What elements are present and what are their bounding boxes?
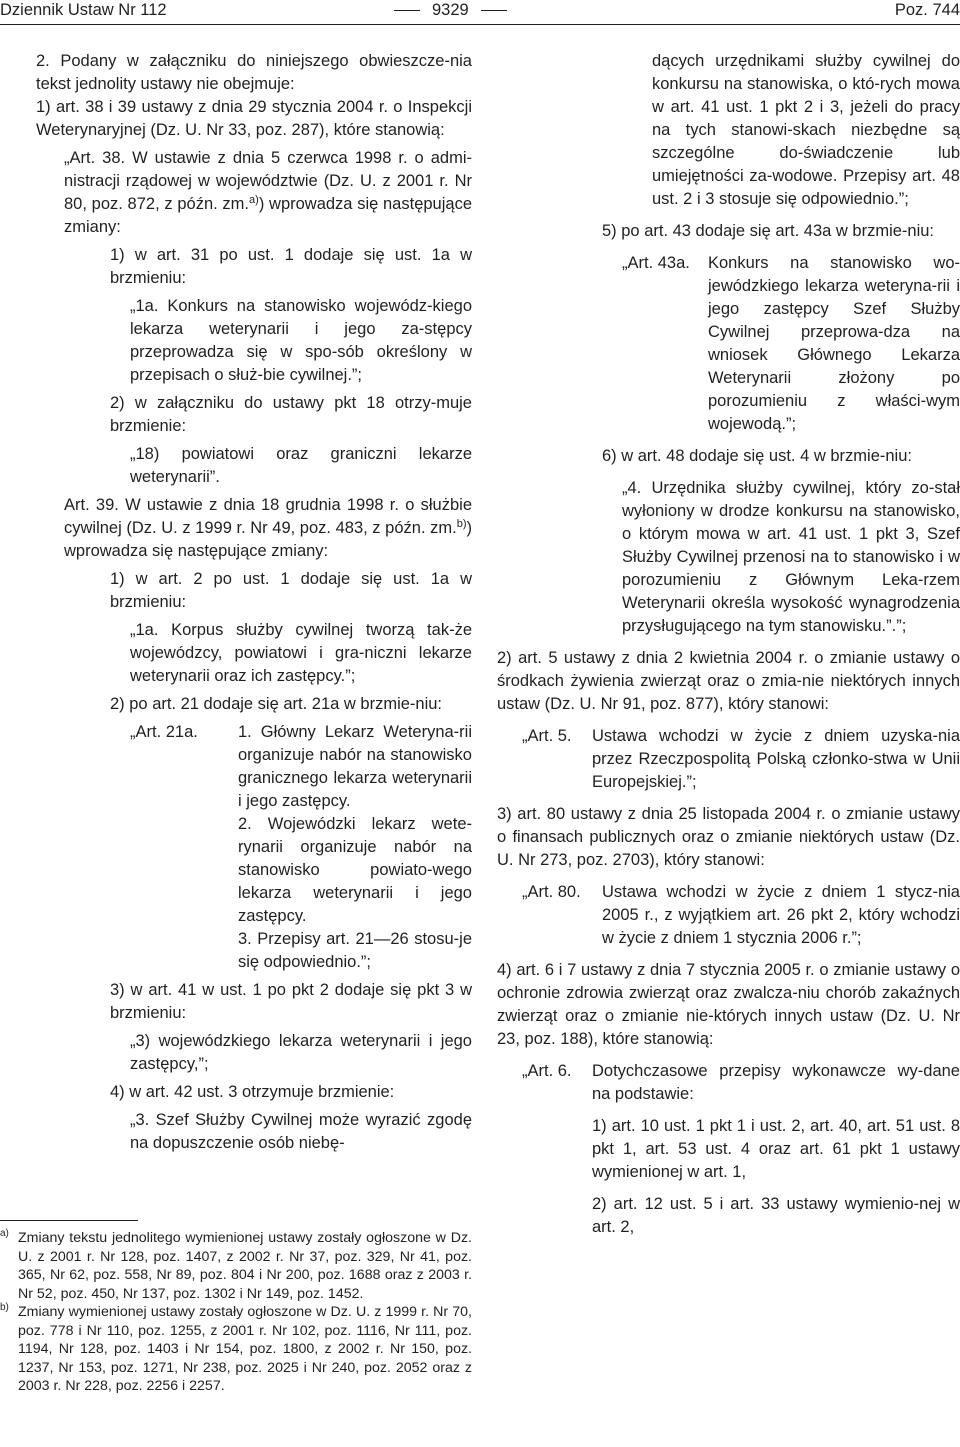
footnote-ref-b: b) — [456, 518, 467, 530]
art-21a-label: „Art. 21a. — [130, 723, 198, 741]
footnote-a — [0, 1229, 472, 1303]
page-header — [0, 0, 960, 22]
art-80-block — [497, 881, 960, 950]
footnotes — [0, 1220, 472, 1396]
paragraph-2-intro: 2. Podany w załączniku do niniejszego obwieszcze-nia tekst jednolity ustawy nie obejmuje: — [36, 52, 472, 93]
art-39-point-5: 5) po art. 43 dodaje się art. 43a w brzmie-niu: — [602, 222, 935, 240]
art-43a-text: Konkurs na stanowisko wo-jewódzkiego lekarza weteryna-rii i jego zastępcy Szef Służby Cywilnej przeprowa-dza na wniosek Głównego Lekarza Weterynarii złożony po porozumieniu z właści-wym wojewodą.”; — [708, 254, 960, 433]
footnote-a-mark: a) — [0, 1228, 9, 1239]
footnote-b — [0, 1303, 472, 1396]
header-rule — [0, 24, 960, 25]
item-1-intro: 1) art. 38 i 39 ustawy z dnia 29 stycznia 2004 r. o Inspekcji Weterynaryjnej (Dz. U. Nr 33, poz. 287), które stanowią: — [36, 98, 472, 139]
art-21a-block — [0, 721, 472, 974]
art-6-point-2: 2) art. 12 ust. 5 i art. 33 ustawy wymienio-nej w art. 2, — [592, 1195, 960, 1236]
art-80-text: Ustawa wchodzi w życie z dniem 1 stycz-nia 2005 r., z wyjątkiem art. 26 pkt 2, który wchodzi w życie z dniem 1 stycznia 2006 r.”; — [602, 883, 960, 947]
art-39-text-a: Art. 39. W ustawie z dnia 18 grudnia 1998 r. o służbie cywilnej (Dz. U. z 1999 r. Nr 49, poz. 483, z późn. zm. — [64, 496, 472, 537]
art-43a-block — [497, 252, 960, 436]
art-21a-par-3: 3. Przepisy art. 21—26 stosu-je się odpowiednio.”; — [238, 930, 472, 971]
journal-title: Dziennik Ustaw Nr 112 — [0, 1, 167, 19]
art-39-text-b: ) wprowadza się następujące zmiany: — [64, 519, 472, 560]
art-38-point-1: 1) w art. 31 po ust. 1 dodaje się ust. 1a w brzmieniu: — [110, 246, 472, 287]
art-6-text: Dotychczasowe przepisy wykonawcze wy-dane na podstawie: — [592, 1062, 960, 1103]
right-column — [497, 50, 960, 1239]
footnote-ref-a: a) — [249, 194, 259, 206]
art-21a-par-2: 2. Wojewódzki lekarz wete-rynarii organizuje nabór na stanowisko powiato-wego lekarza weterynarii i jego zastępcy. — [238, 815, 472, 925]
art-39-point-4-quote: „3. Szef Służby Cywilnej może wyrazić zgodę na dopuszczenie osób niebę- — [130, 1111, 472, 1152]
art-39-point-6: 6) w art. 48 dodaje się ust. 4 w brzmie-niu: — [602, 447, 912, 465]
footnote-b-mark: b) — [0, 1302, 9, 1313]
art-6-block — [497, 1060, 960, 1106]
art-39-point-6-quote: „4. Urzędnika służby cywilnej, który zo-stał wyłoniony w drodze konkursu na stanowisko, o którym mowa w art. 41 ust. 1 pkt 3, Szef Służby Cywilnej przenosi na to stanowisko i w porozumieniu z Głównym Leka-rzem Weterynarii określa wysokość wynagrodzenia przysługującego na tym stanowisku.”.”; — [622, 479, 960, 635]
art-39-point-4-quote-cont: dących urzędnikami służby cywilnej do konkursu na stanowiska, o któ-rych mowa w art. 41 ust. 1 pkt 2 i 3, jeżeli do pracy na tych stanowi-skach niezbędne są szczególne do-świadczenie lub umiejętności za-wodowe. Przepisy art. 48 ust. 2 i 3 stosuje się odpowiednio.”; — [652, 52, 960, 208]
art-39-point-1-quote: „1a. Korpus służby cywilnej tworzą tak-że wojewódzcy, powiatowi i gra-niczni lekarze weterynarii oraz ich zastępcy.”; — [130, 621, 472, 685]
art-43a-label: „Art. 43a. — [622, 254, 690, 272]
art-38-text-b: ) wprowadza się następujące zmiany: — [64, 195, 472, 236]
art-38-point-2-quote: „18) powiatowi oraz graniczni lekarze weterynarii”. — [130, 445, 472, 486]
art-38-point-2: 2) w załączniku do ustawy pkt 18 otrzy-muje brzmienie: — [110, 394, 472, 435]
footnote-rule — [0, 1220, 138, 1221]
art-39-point-2: 2) po art. 21 dodaje się art. 21a w brzmie-niu: — [110, 695, 443, 713]
item-4-intro: 4) art. 6 i 7 ustawy z dnia 7 stycznia 2005 r. o zmianie ustawy o ochronie zdrowia zwierząt oraz zwalcza-niu chorób zakaźnych zwierząt oraz o zmianie nie-których innych ustaw (Dz. U. Nr 23, poz. 188), które stanowią: — [497, 961, 960, 1048]
position-number: Poz. 744 — [894, 1, 960, 19]
item-3-intro: 3) art. 80 ustawy z dnia 25 listopada 2004 r. o zmianie ustawy o finansach publicznych oraz o zmianie niektórych ustaw (Dz. U. Nr 273, poz. 2703), który stanowi: — [497, 805, 960, 869]
art-38-text — [0, 147, 472, 239]
art-38-point-1-quote: „1a. Konkurs na stanowisko wojewódz-kiego lekarza weterynarii i jego za-stępcy przeprowadza się w spo-sób określony w przepisach o służ-bie cywilnej.”; — [130, 297, 472, 384]
art-39-point-1: 1) w art. 2 po ust. 1 dodaje się ust. 1a w brzmieniu: — [110, 570, 472, 611]
page-number: 9329 — [432, 1, 469, 19]
art-80-label: „Art. 80. — [522, 883, 581, 901]
art-6-point-1: 1) art. 10 ust. 1 pkt 1 i ust. 2, art. 40, art. 51 ust. 8 pkt 1, art. 53 ust. 4 oraz art. 61 pkt 1 ustawy wymienionej w art. 1, — [592, 1117, 960, 1181]
art-21a-par-1: 1. Główny Lekarz Weteryna-rii organizuje nabór na stanowisko granicznego lekarza weterynarii i jego zastępcy. — [238, 723, 472, 810]
art-5-block — [497, 725, 960, 794]
left-column — [0, 50, 472, 1155]
art-39-point-3-quote: „3) wojewódzkiego lekarza weterynarii i jego zastępcy,”; — [130, 1032, 472, 1073]
art-5-text: Ustawa wchodzi w życie z dniem uzyska-nia przez Rzeczpospolitą Polską członko-stwa w Unii Europejskiej.”; — [592, 727, 960, 791]
art-39-point-3: 3) w art. 41 w ust. 1 po pkt 2 dodaje się pkt 3 w brzmieniu: — [110, 981, 472, 1022]
art-39-point-4: 4) w art. 42 ust. 3 otrzymuje brzmienie: — [110, 1083, 395, 1101]
art-6-label: „Art. 6. — [522, 1062, 572, 1080]
footnote-a-text: Zmiany tekstu jednolitego wymienionej ustawy zostały ogłoszone w Dz. U. z 2001 r. Nr 128, poz. 1407, z 2002 r. Nr 37, poz. 329, Nr 41, poz. 365, Nr 62, poz. 558, Nr 89, poz. 804 i Nr 200, poz. 1688 oraz z 2003 r. Nr 52, poz. 450, Nr 137, poz. 1302 i Nr 149, poz. 1452. — [18, 1230, 472, 1302]
footnote-b-text: Zmiany wymienionej ustawy zostały ogłoszone w Dz. U. z 1999 r. Nr 70, poz. 778 i Nr 110, poz. 1255, z 2001 r. Nr 102, poz. 1116, Nr 111, poz. 1194, Nr 128, poz. 1403 i Nr 154, poz. 1800, z 2002 r. Nr 150, poz. 1237, Nr 153, poz. 1271, Nr 238, poz. 2025 i Nr 240, poz. 2052 oraz z 2003 r. Nr 228, poz. 2256 i 2257. — [18, 1304, 472, 1394]
item-2-intro: 2) art. 5 ustawy z dnia 2 kwietnia 2004 r. o zmianie ustawy o środkach żywienia zwierząt oraz o zmia-nie niektórych innych ustaw (Dz. U. Nr 91, poz. 877), który stanowi: — [497, 649, 960, 713]
art-5-label: „Art. 5. — [522, 727, 572, 745]
art-38-text-a: „Art. 38. W ustawie z dnia 5 czerwca 1998 r. o admi-nistracji rządowej w województwie (Dz. U. z 2001 r. Nr 80, poz. 872, z późn. zm. — [64, 149, 472, 213]
art-39-text — [0, 494, 472, 563]
